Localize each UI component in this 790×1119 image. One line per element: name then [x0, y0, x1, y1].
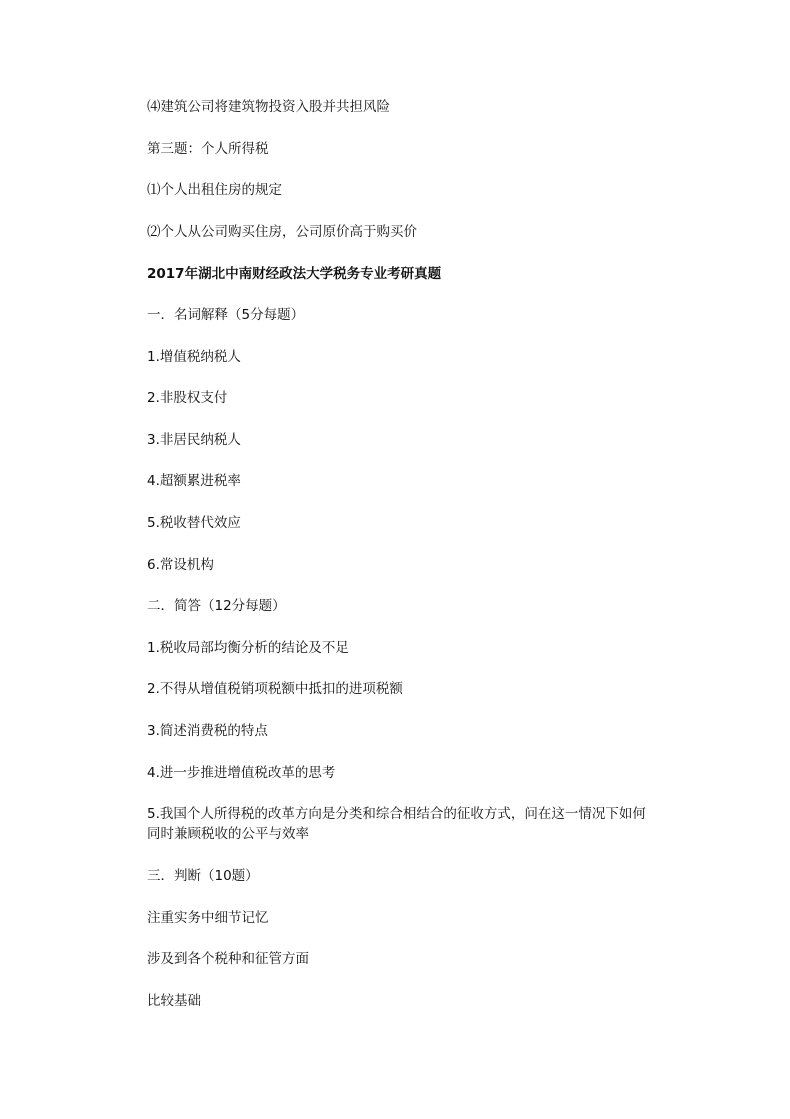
text-line: 涉及到各个税种和征管方面 — [147, 951, 309, 967]
section-heading: 第三题：个人所得税 — [147, 141, 269, 157]
section-heading: 三．判断（10题） — [147, 868, 259, 884]
section-heading: 一．名词解释（5分每题） — [147, 307, 305, 323]
list-item: 3.非居民纳税人 — [147, 432, 241, 448]
list-item: 4.进一步推进增值税改革的思考 — [147, 765, 336, 781]
list-item: 2.不得从增值税销项税额中抵扣的进项税额 — [147, 681, 403, 697]
text-line: 比较基础 — [147, 993, 201, 1009]
list-item: 2.非股权支付 — [147, 390, 228, 406]
list-item: 1.税收局部均衡分析的结论及不足 — [147, 640, 349, 656]
document-title: 2017年湖北中南财经政法大学税务专业考研真题 — [147, 266, 442, 282]
list-item: 4.超额累进税率 — [147, 473, 241, 489]
list-item: 3.简述消费税的特点 — [147, 723, 268, 739]
text-line: ⑵个人从公司购买住房，公司原价高于购买价 — [147, 224, 417, 240]
text-line: ⑴个人出租住房的规定 — [147, 182, 282, 198]
list-item: 5.我国个人所得税的改革方向是分类和综合相结合的征收方式，问在这一情况下如何 — [147, 806, 646, 822]
list-item: 5.税收替代效应 — [147, 515, 241, 531]
text-line: ⑷建筑公司将建筑物投资入股并共担风险 — [147, 99, 390, 115]
section-heading: 二．简答（12分每题） — [147, 598, 286, 614]
list-item: 1.增值税纳税人 — [147, 349, 241, 365]
text-line: 注重实务中细节记忆 — [147, 910, 269, 926]
list-item: 6.常设机构 — [147, 557, 214, 573]
list-item-continuation: 同时兼顾税收的公平与效率 — [147, 826, 309, 842]
